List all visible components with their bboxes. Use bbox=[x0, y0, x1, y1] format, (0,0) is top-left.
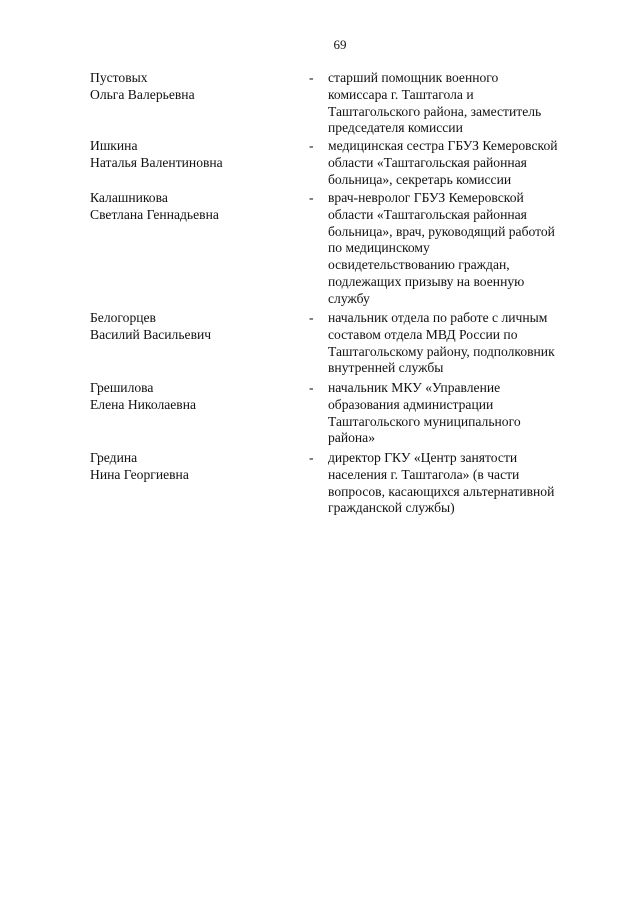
role-line: начальник МКУ «Управление bbox=[328, 380, 501, 395]
role-line: больница», врач, руководящий работой bbox=[328, 223, 555, 239]
role-line: гражданской службы) bbox=[328, 500, 455, 516]
member-given-names: Светлана Геннадьевна bbox=[90, 206, 219, 222]
member-surname: Ишкина bbox=[90, 138, 138, 153]
member-given-names: Василий Васильевич bbox=[90, 326, 212, 342]
member-given-names: Наталья Валентиновна bbox=[90, 154, 223, 170]
member-surname: Белогорцев bbox=[90, 310, 156, 325]
role-line: врач-невролог ГБУЗ Кемеровской bbox=[328, 190, 524, 205]
member-given-names: Ольга Валерьевна bbox=[90, 86, 195, 102]
role-line: области «Таштагольская районная bbox=[328, 154, 527, 170]
member-name bbox=[90, 70, 300, 104]
role-line: населения г. Таштагола» (в части bbox=[328, 466, 520, 482]
role-line: составом отдела МВД России по bbox=[328, 326, 518, 342]
member-surname: Грешилова bbox=[90, 380, 154, 395]
role-line: комиссара г. Таштагола и bbox=[328, 86, 474, 102]
role-line: старший помощник военного bbox=[328, 70, 499, 85]
role-line: внутренней службы bbox=[328, 360, 444, 376]
role-line: области «Таштагольская районная bbox=[328, 206, 527, 222]
role-line: по медицинскому bbox=[328, 240, 430, 256]
role-line: Таштагольского муниципального bbox=[328, 413, 521, 429]
dash-separator: - bbox=[309, 450, 314, 465]
member-name bbox=[90, 190, 300, 224]
role-line: района» bbox=[328, 430, 376, 446]
page-number: 69 bbox=[333, 37, 347, 52]
member-surname: Калашникова bbox=[90, 190, 168, 205]
dash-separator: - bbox=[309, 70, 314, 85]
role-line: председателя комиссии bbox=[328, 120, 463, 136]
member-name bbox=[90, 138, 300, 172]
member-given-names: Елена Николаевна bbox=[90, 396, 197, 412]
member-role bbox=[328, 380, 573, 447]
dash-separator: - bbox=[309, 380, 314, 395]
member-surname: Пустовых bbox=[90, 70, 148, 85]
role-line: подлежащих призыву на военную bbox=[328, 273, 525, 289]
member-role bbox=[328, 190, 573, 308]
member-name bbox=[90, 380, 300, 414]
member-name bbox=[90, 450, 300, 484]
role-line: директор ГКУ «Центр занятости bbox=[328, 450, 518, 465]
role-line: больница», секретарь комиссии bbox=[328, 171, 512, 187]
role-line: образования администрации bbox=[328, 396, 494, 412]
role-line: освидетельствованию граждан, bbox=[328, 257, 510, 273]
member-given-names: Нина Георгиевна bbox=[90, 466, 189, 482]
role-line: службу bbox=[328, 290, 370, 306]
role-line: Таштагольскому району, подполковник bbox=[328, 343, 555, 359]
member-name bbox=[90, 310, 300, 344]
role-line: Таштагольского района, заместитель bbox=[328, 103, 542, 119]
role-line: начальник отдела по работе с личным bbox=[328, 310, 548, 325]
member-role bbox=[328, 138, 573, 188]
member-role bbox=[328, 450, 573, 517]
dash-separator: - bbox=[309, 310, 314, 325]
role-line: вопросов, касающихся альтернативной bbox=[328, 483, 555, 499]
member-role bbox=[328, 70, 573, 137]
member-surname: Гредина bbox=[90, 450, 138, 465]
dash-separator: - bbox=[309, 138, 314, 153]
member-role bbox=[328, 310, 573, 377]
role-line: медицинская сестра ГБУЗ Кемеровской bbox=[328, 138, 558, 153]
dash-separator: - bbox=[309, 190, 314, 205]
